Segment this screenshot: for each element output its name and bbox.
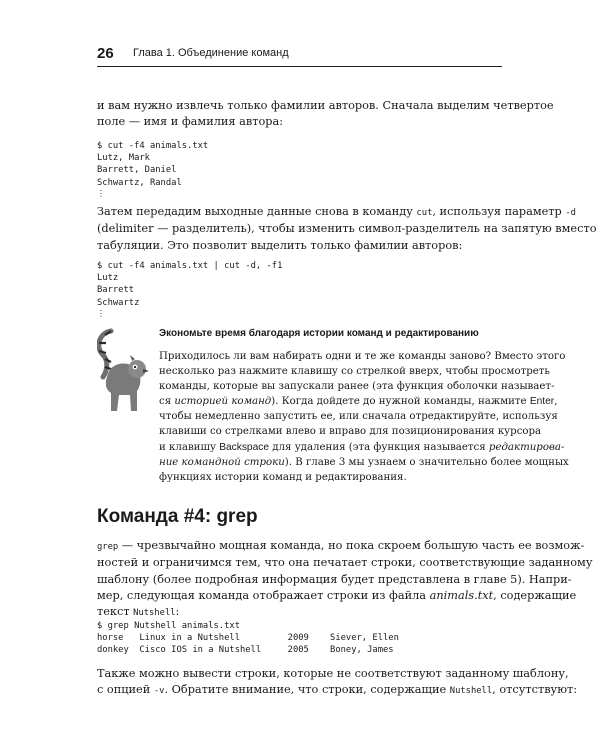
code-command: $ grep Nutshell animals.txt	[97, 621, 240, 631]
section-heading: Команда #4: grep	[97, 506, 258, 527]
code-output-line: Barrett, Daniel	[97, 165, 177, 176]
code-output-line: Lutz	[97, 273, 119, 284]
code-output-line: Barrett	[97, 285, 135, 296]
para2-line-1: Затем передадим выходные данные снова в команду cut, используя параметр -d	[97, 205, 576, 218]
grep-paragraph: grep — чрезвычайно мощная команда, но пока скроем большую часть ее возмож- ностей и ограничимся тем, что она печатает строки, соответствующие заданному шаблону (более подробная информация будет представлена в главе 5). Напри- мер, следующая команда отображает строки из файла animals.txt, содержащие текст Nutshell:	[97, 539, 593, 619]
grep-invert-paragraph: Также можно вывести строки, которые не соответствуют заданному шаблону, с опцией -v. Обратите внимание, что строки, содержащие Nutshell, отсутствуют:	[97, 667, 578, 697]
code-output-line: Schwartz, Randal	[97, 177, 182, 188]
code-command: $ cut -f4 animals.txt	[97, 141, 209, 151]
code-ellipsis: ⋮	[97, 188, 105, 198]
code-ellipsis: ⋮	[97, 308, 105, 318]
inline-code: Nutshell	[133, 608, 176, 619]
cut-delimiter-paragraph	[97, 204, 597, 254]
inline-code: cut	[416, 208, 433, 218]
intro-line-2: поле — имя и фамилия автора:	[97, 115, 284, 129]
page-number: 26	[97, 45, 114, 62]
key-enter: Enter	[529, 396, 555, 408]
code-output-line: horse Linux in a Nutshell 2009 Siever, Ellen	[97, 633, 399, 644]
intro-paragraph	[97, 98, 554, 131]
tip-title: Экономьте время благодаря истории команд и редактированию	[159, 328, 479, 339]
lemur-icon	[97, 325, 149, 417]
inline-code: grep	[97, 542, 119, 552]
inline-code: -d	[565, 208, 576, 218]
chapter-title: Глава 1. Объединение команд	[133, 47, 289, 59]
code-command: $ cut -f4 animals.txt | cut -d, -f1	[97, 261, 283, 271]
code-output-line: Lutz, Mark	[97, 153, 150, 164]
key-backspace: Backspace	[219, 441, 270, 453]
inline-code: -v	[153, 686, 165, 697]
intro-line-1: и вам нужно извлечь только фамилии авторов. Сначала выделим четвертое	[97, 99, 554, 112]
code-block-grep	[97, 620, 502, 657]
inline-code: Nutshell	[449, 686, 493, 697]
code-output-line: Schwartz	[97, 297, 140, 308]
para2-line-2: (delimiter — разделитель), чтобы изменить символ-разделитель на запятую вместо	[97, 222, 597, 236]
para2-line-3: табуляции. Это позволит выделить только фамилии авторов:	[97, 238, 463, 252]
tip-box	[97, 325, 569, 495]
code-block-cut	[97, 140, 502, 199]
running-header	[97, 45, 499, 65]
header-rule	[97, 66, 502, 67]
tip-body: Приходилось ли вам набирать одни и те же команды заново? Вместо этого несколько раз нажмите клавишу со стрелкой вверх, чтобы просмотреть команды, которые вы запускали ранее (эта функция оболочки называет- ся историей команд). Когда дойдете до нужной команды, нажмите Enter, чтобы немедленно запустить ее, или сначала отредактируйте, используя клавиши со стрелками влево и вправо для позиционирования курсора и клавишу Backspace для удаления (эта функция называется редактирова- ние командной строки). В главе 3 мы узнаем о значительно более мощных функциях истории команд и редактирования.	[159, 351, 569, 483]
code-block-cut-pipe	[97, 260, 502, 319]
code-output-line: donkey Cisco IOS in a Nutshell 2005 Boney, James	[97, 645, 394, 656]
